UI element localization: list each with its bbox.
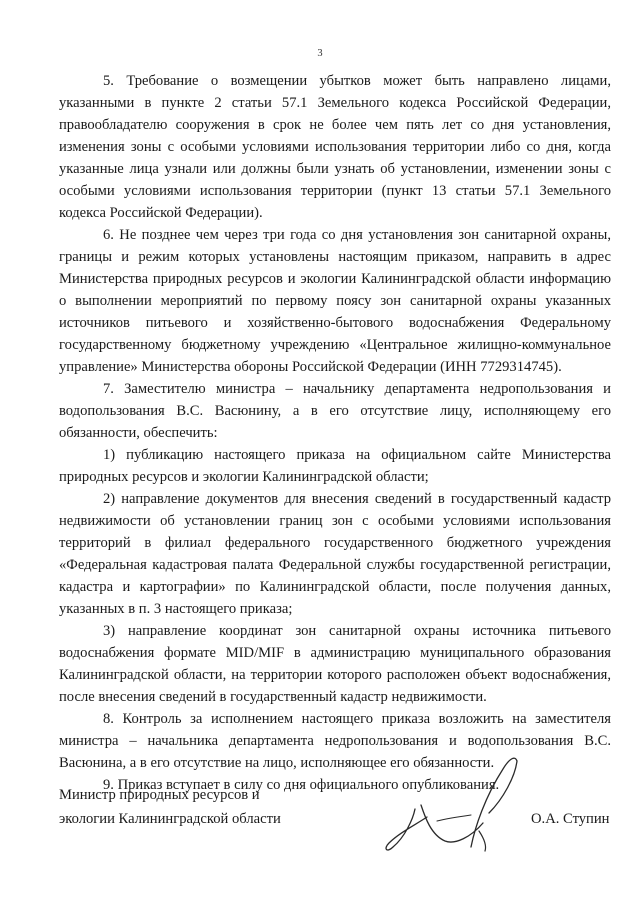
document-body bbox=[59, 70, 611, 796]
signatory-title-line-1: Министр природных ресурсов и bbox=[59, 787, 260, 803]
paragraph-7-item-3: 3) направление координат зон санитарной охраны источника питьевого водоснабжения формате MID/MIF в администрацию муниципального образования Калининградской области, на территории которого расположен объект водоснабжения, после внесения сведений в государственный кадастр недвижимости. bbox=[59, 623, 611, 705]
handwritten-signature bbox=[375, 747, 525, 857]
page-number: 3 bbox=[317, 48, 323, 59]
paragraph-5: 5. Требование о возмещении убытков может быть направлено лицами, указанными в пункте 2 статьи 57.1 Земельного кодекса Российской Федерации, правообладателю сооружения в срок не более чем пять лет со дня установления, изменения зоны с особыми условиями использования территории либо со дня, когда указанные лица узнали или должны были узнать об установлении, изменении зоны с особыми условиями использования территории (пункт 13 статьи 57.1 Земельного кодекса Российской Федерации). bbox=[59, 73, 611, 221]
paragraph-8: 8. Контроль за исполнением настоящего приказа возложить на заместителя министра – начальника департамента недропользования и водопользования В.С. Васюнина, а в его отсутствие на лицо, исполняющее его обязанности. bbox=[59, 711, 611, 771]
paragraph-9: 9. Приказ вступает в силу со дня официального опубликования. bbox=[103, 777, 500, 793]
paragraph-7: 7. Заместителю министра – начальнику департамента недропользования и водопользования В.С. Васюнину, а в его отсутствие лицу, исполняющему его обязанности, обеспечить: bbox=[59, 381, 611, 441]
signature-block bbox=[59, 783, 611, 831]
paragraph-7-item-1: 1) публикацию настоящего приказа на официальном сайте Министерства природных ресурсов и экологии Калининградской области; bbox=[59, 447, 611, 485]
paragraph-6: 6. Не позднее чем через три года со дня установления зон санитарной охраны, границы и режим которых установлены настоящим приказом, направить в адрес Министерства природных ресурсов и экологии Калининградской области информацию о выполнении мероприятий по первому поясу зон санитарной охраны указанных источников питьевого и хозяйственно-бытового водоснабжения Федеральному государственному бюджетному учреждению «Центральное жилищно-коммунальное управление» Министерства обороны Российской Федерации (ИНН 7729314745). bbox=[59, 227, 611, 375]
signatory-title-line-2: экологии Калининградской области bbox=[59, 811, 281, 827]
signatory-name: О.А. Ступин bbox=[531, 811, 610, 827]
paragraph-7-item-2: 2) направление документов для внесения сведений в государственный кадастр недвижимости об установлении границ зон с особыми условиями использования территорий в филиал федерального государственного бюджетного учреждения «Федеральная кадастровая палата Федеральной службы государственной регистрации, кадастра и картографии» по Калининградской области, после получения данных, указанных в п. 3 настоящего приказа; bbox=[59, 491, 611, 617]
